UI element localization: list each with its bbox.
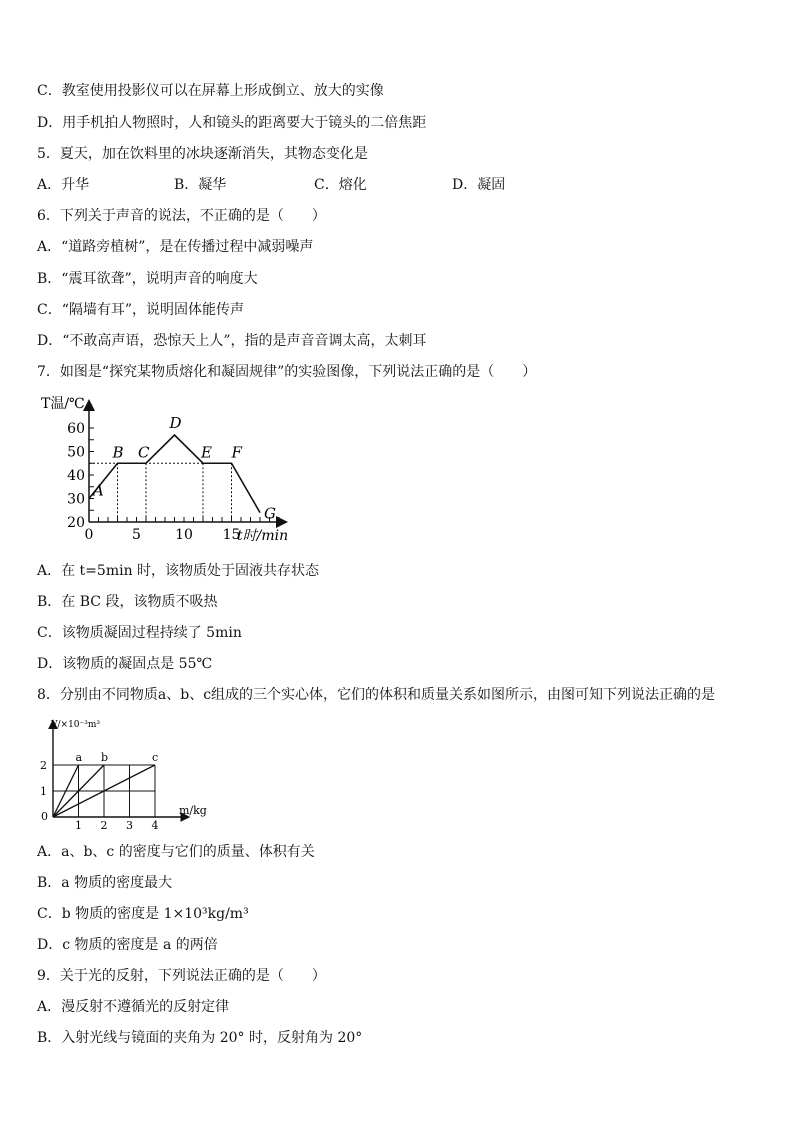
point-label-b: B — [112, 443, 124, 462]
q7-option-c: C．该物质凝固过程持续了 5min — [37, 625, 242, 641]
x-tick-label: 5 — [132, 527, 141, 543]
q6-option-c: C．“隔墙有耳”，说明固体能传声 — [37, 302, 245, 318]
origin-label: 0 — [41, 810, 48, 823]
point-label-g: G — [264, 504, 276, 523]
x-axis-label: m/kg — [179, 804, 207, 817]
q7-option-b: B．在 BC 段，该物质不吸热 — [37, 594, 218, 610]
series-label-b: b — [101, 751, 109, 764]
x-tick-label: 1 — [75, 819, 82, 832]
point-label-f: F — [231, 443, 242, 462]
y-tick-label: 30 — [67, 491, 85, 508]
x-tick-label: 0 — [84, 527, 94, 543]
q6-option-d: D．“不敢高声语，恐惊天上人”，指的是声音音调太高，太刺耳 — [37, 333, 427, 349]
q5-option-a: A．升华 — [37, 177, 90, 193]
q5-option-c: C．熔化 — [314, 177, 367, 193]
series-label-a: a — [75, 751, 83, 764]
q7-option-d: D．该物质的凝固点是 55℃ — [37, 656, 213, 672]
q8-stem: 8．分别由不同物质a、b、c组成的三个实心体，它们的体积和质量关系如图所示，由图可知下列说法正确的是 — [37, 687, 716, 703]
y-tick-label: 1 — [40, 785, 47, 798]
x-axis-label: t时/min — [237, 528, 289, 544]
x-tick-label: 3 — [126, 819, 133, 832]
q8-option-d: D．c 物质的密度是 a 的两倍 — [37, 937, 218, 953]
y-tick-label: 60 — [67, 421, 85, 437]
point-label-d: D — [169, 414, 182, 433]
series-label-c: c — [152, 751, 159, 764]
q6-option-b: B．“震耳欲聋”，说明声音的响度大 — [37, 271, 258, 287]
y-tick-label: 2 — [40, 759, 47, 772]
q4-option-c: C．教室使用投影仪可以在屏幕上形成倒立、放大的实像 — [37, 83, 384, 99]
q9-option-b: B．入射光线与镜面的夹角为 20° 时，反射角为 20° — [37, 1030, 363, 1046]
q9-option-a: A．漫反射不遵循光的反射定律 — [37, 999, 230, 1015]
volume-mass-chart — [37, 716, 227, 834]
q8-option-a: A．a、b、c 的密度与它们的质量、体积有关 — [37, 844, 315, 860]
q9-stem: 9．关于光的反射，下列说法正确的是（ ） — [37, 968, 326, 984]
y-axis-label: T温/℃ — [41, 396, 85, 412]
point-label-a: A — [93, 481, 104, 500]
q7-stem: 7．如图是“探究某物质熔化和凝固规律”的实验图像，下列说法正确的是（ ） — [37, 364, 537, 380]
q7-option-a: A．在 t=5min 时，该物质处于固液共存状态 — [37, 563, 320, 579]
x-tick-label: 4 — [151, 819, 159, 832]
q6-stem: 6．下列关于声音的说法，不正确的是（ ） — [37, 208, 326, 224]
y-tick-label: 50 — [67, 444, 85, 461]
q5-option-d: D．凝固 — [452, 177, 506, 193]
q4-option-d: D．用手机拍人物照时，人和镜头的距离要大于镜头的二倍焦距 — [37, 115, 427, 131]
q8-option-c: C．b 物质的密度是 1×10³kg/m³ — [37, 906, 249, 922]
q5-option-b: B．凝华 — [174, 177, 227, 193]
x-tick-label: 10 — [175, 527, 193, 543]
y-tick-label: 20 — [67, 515, 85, 531]
point-label-c: C — [138, 443, 150, 462]
point-label-e: E — [201, 443, 212, 462]
melting-curve-chart — [37, 394, 297, 550]
y-tick-label: 40 — [67, 468, 85, 484]
x-tick-label: 15 — [222, 527, 241, 543]
q5-stem: 5．夏天，加在饮料里的冰块逐渐消失，其物态变化是 — [37, 146, 368, 162]
q6-option-a: A．“道路旁植树”，是在传播过程中减弱噪声 — [37, 239, 314, 255]
q8-option-b: B．a 物质的密度最大 — [37, 875, 173, 891]
x-tick-label: 2 — [100, 819, 108, 832]
y-axis-label: V/×10⁻³m³ — [51, 720, 101, 730]
chart-axes — [53, 722, 187, 817]
